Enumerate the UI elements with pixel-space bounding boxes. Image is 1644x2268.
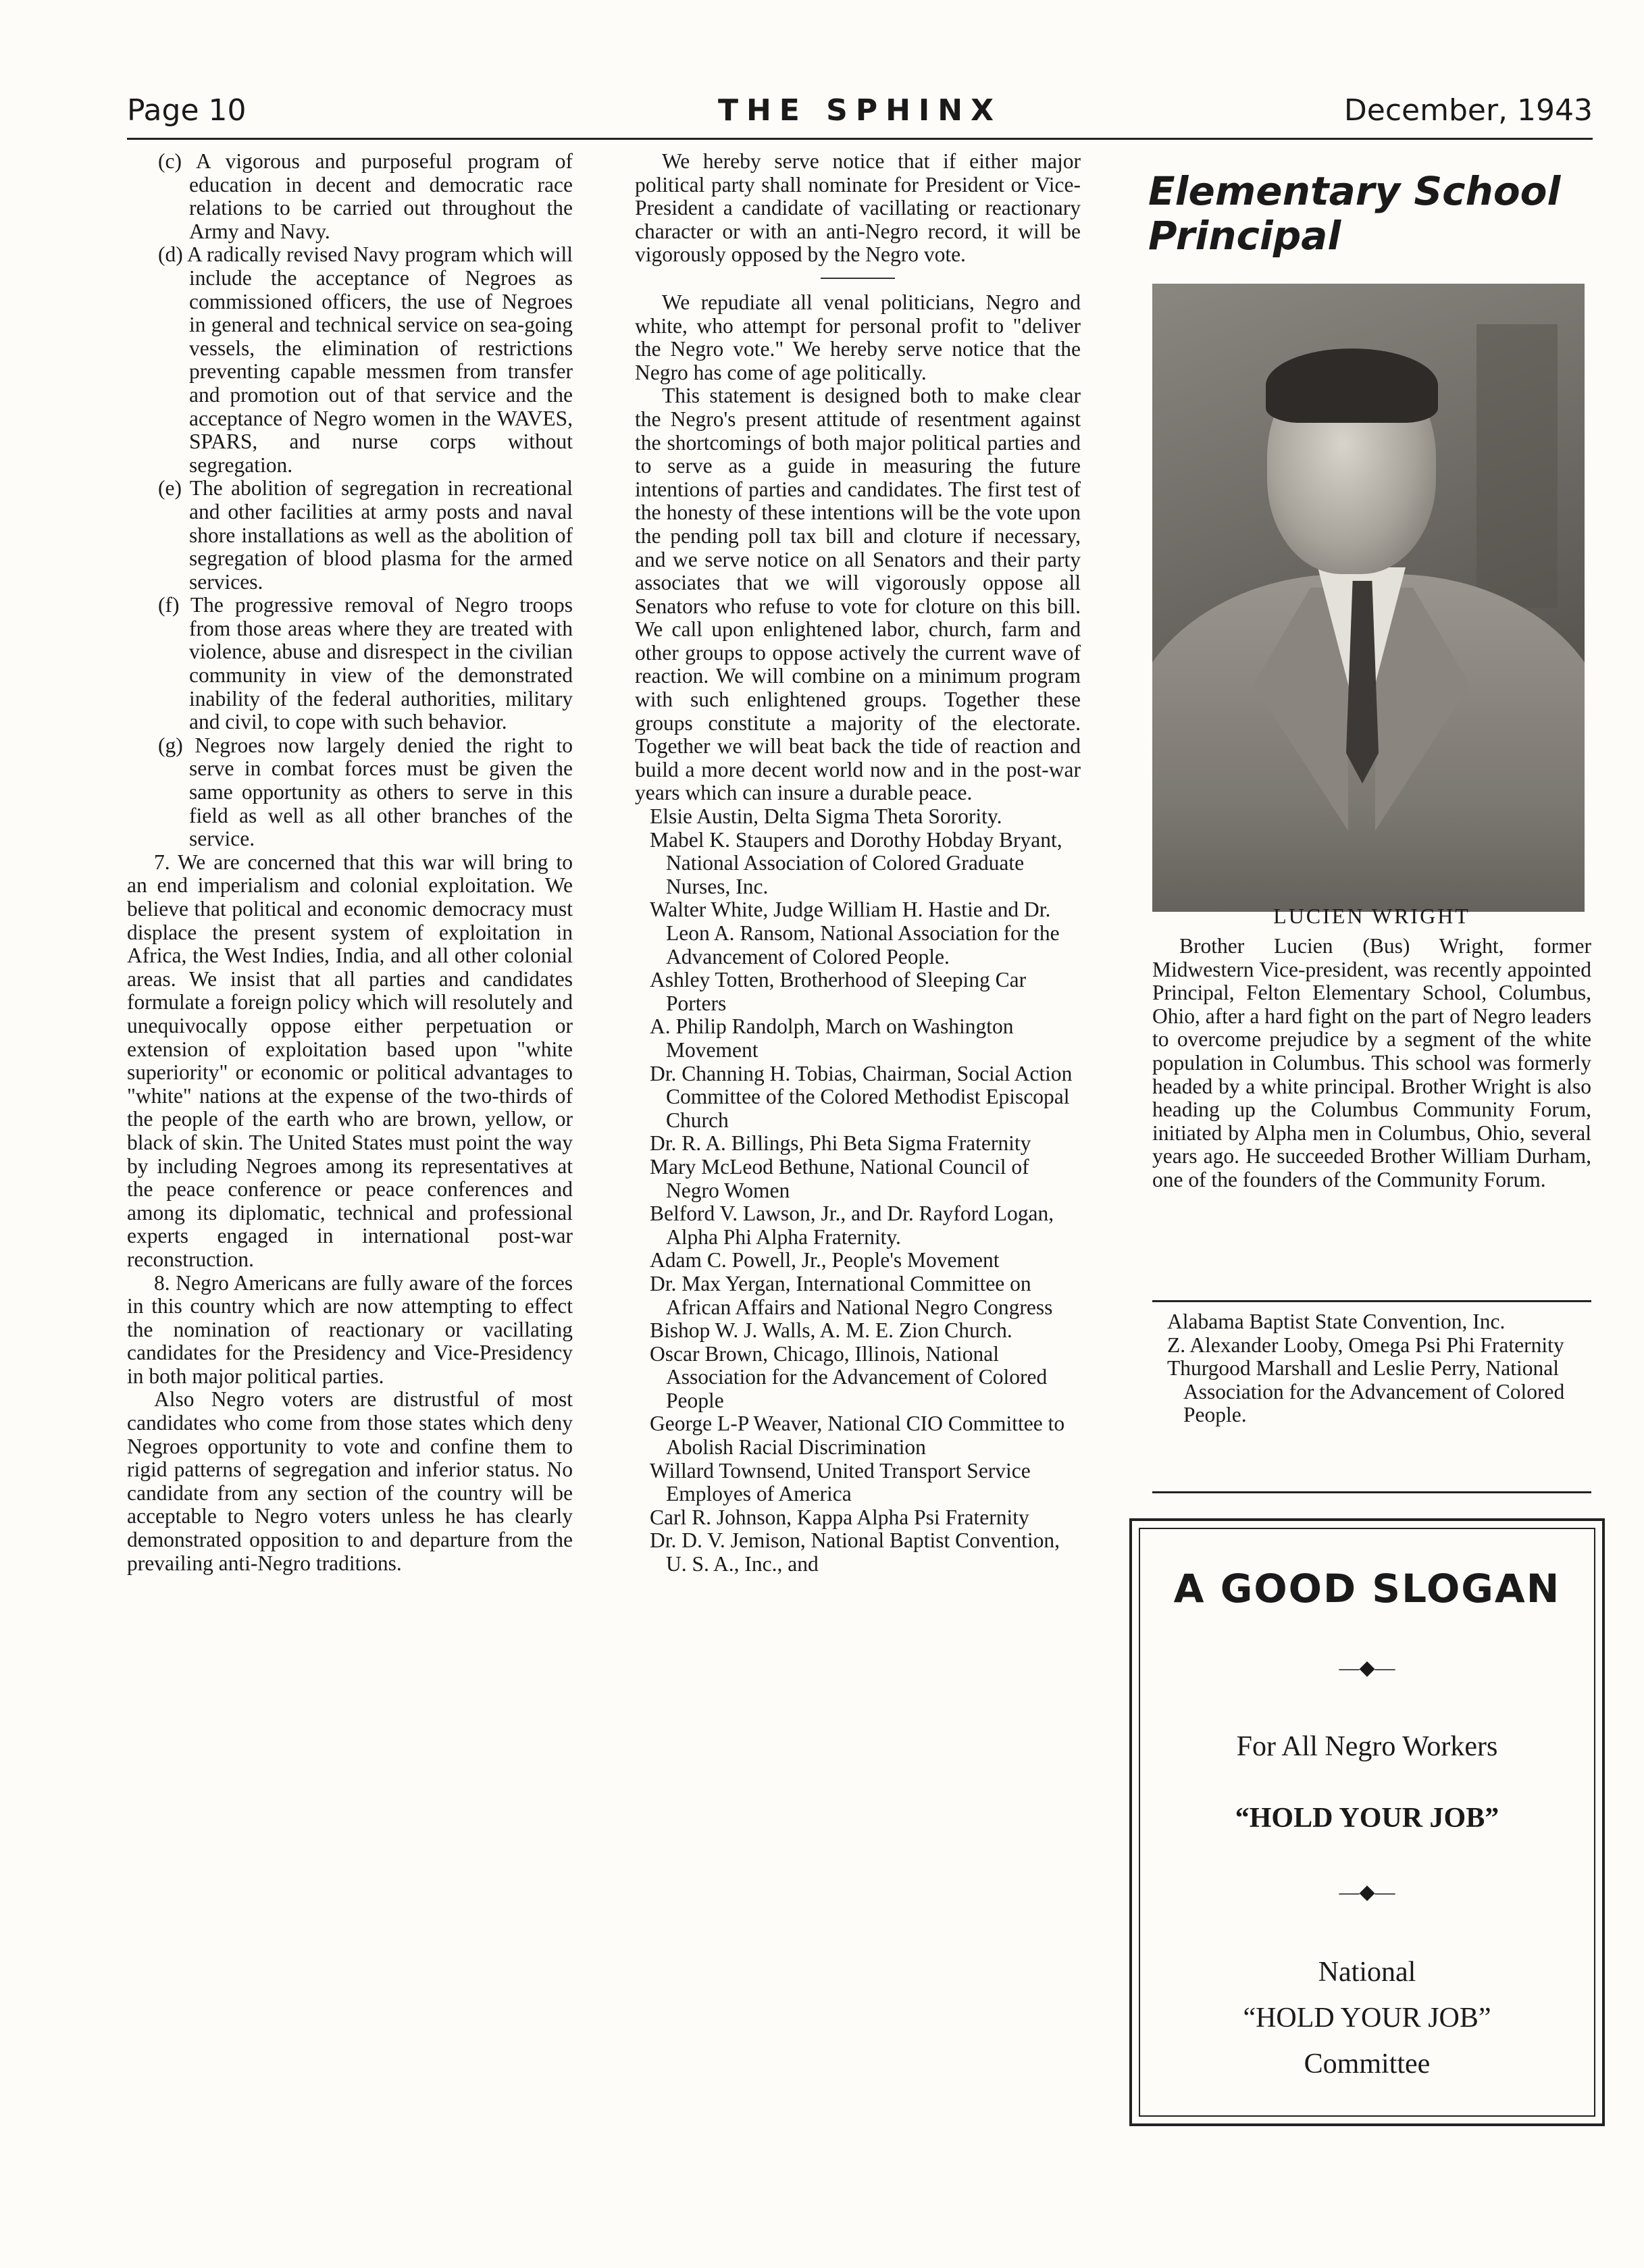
sidebar-headline: Elementary School Principal — [1148, 168, 1561, 259]
list-item: (g) Negroes now largely denied the right to serve in combat forces must be given the same opportunity as others to serve in this field as well as all other branches of the service. — [158, 733, 573, 851]
ad-line: National — [1318, 1957, 1416, 1988]
list-item: (f) The progressive removal of Negro troops from those areas where they are treated with violence, abuse and disrespect in the civilian community in view of the demonstrated inability of the federal authorities, military and civil, to cope with such behavior. — [158, 593, 573, 734]
sidebar-rule — [1152, 1491, 1591, 1493]
signatory: Dr. D. V. Jemison, National Baptist Convention, U. S. A., Inc., and — [650, 1528, 1060, 1576]
signatory: Walter White, Judge William H. Hastie and Dr. Leon A. Ransom, National Association for the Advancement of Colored People. — [650, 898, 1060, 969]
column-middle — [635, 150, 1081, 1576]
signatory: Mary McLeod Bethune, National Council of Negro Women — [650, 1154, 1029, 1202]
list-item: (d) A radically revised Navy program which will include the acceptance of Negroes as commissioned officers, the use of Negroes in general and technical service on sea-going vessels, the elimination of restrictions preventing capable messmen from transfer and promotion out of that service and the acceptance of Negro women in the WAVES, SPARS, and nurse corps without segregation. — [158, 242, 573, 477]
ad-line: For All Negro Workers — [1236, 1731, 1498, 1762]
divider — [821, 278, 895, 279]
paragraph: 7. We are concerned that this war will bring to an end imperialism and colonial exploitation. We believe that political and economic democracy must displace the present system of exploitation in Africa, the West Indies, India, and all other colonial areas. We insist that all parties and candidates formulate a foreign policy which will resolutely and unequivocally oppose either perpetuation or extension of exploitation based upon "white superiority" or economic or political advantages to "white" nations at the expense of the two-thirds of the people of the earth who are brown, yellow, or black of skin. The United States must point the way by including Negroes among its representatives at the peace conference or peace conferences and among its diplomatic, technical and professional experts engaged in international post-war reconstruction. — [127, 850, 573, 1271]
signatory: Willard Townsend, United Transport Service Employes of America — [650, 1458, 1031, 1506]
signatory: Oscar Brown, Chicago, Illinois, National Association for the Advancement of Colored People — [650, 1341, 1048, 1412]
signatory: Bishop W. J. Walls, A. M. E. Zion Church. — [650, 1318, 1012, 1343]
signatory: Ashley Totten, Brotherhood of Sleeping Car Porters — [650, 968, 1027, 1015]
sidebar-rule — [1152, 1300, 1591, 1302]
issue-date: December, 1943 — [1343, 93, 1593, 128]
signatory: Elsie Austin, Delta Sigma Theta Sorority. — [650, 804, 1002, 829]
signatory-list — [635, 805, 1081, 1576]
signatory: Dr. Max Yergan, International Committee on African Affairs and National Negro Congress — [650, 1271, 1053, 1319]
signatory: Z. Alexander Looby, Omega Psi Phi Fraternity — [1167, 1333, 1564, 1357]
signatory: Alabama Baptist State Convention, Inc. — [1167, 1310, 1506, 1333]
signatory: A. Philip Randolph, March on Washington Movement — [650, 1014, 1014, 1062]
photo-hair — [1266, 349, 1438, 423]
paragraph: Also Negro voters are distrustful of most candidates who come from those states which deny Negroes opportunity to vote and confine them to rigid patterns of segregation and inferior status. No candidate from any section of the country will be acceptable to Negro voters unless he has clearly demonstrated opposition to and departure from the prevailing anti-Negro traditions. — [127, 1387, 573, 1575]
ad-line: Committee — [1304, 2048, 1431, 2080]
sidebar-signatories — [1152, 1310, 1591, 1427]
paragraph: We repudiate all venal politicians, Negro and white, who attempt for personal profit to "deliver the Negro vote." We hereby serve notice that the Negro has come of age politically. — [635, 290, 1081, 384]
bio-column — [1152, 935, 1591, 1192]
page-header — [127, 93, 1593, 135]
ad-title: A GOOD SLOGAN — [1173, 1566, 1561, 1612]
ad-slogan: “HOLD YOUR JOB” — [1235, 1803, 1499, 1834]
paragraph: 8. Negro Americans are fully aware of the forces in this country which are now attempting to effect the nomination of reactionary or vacillating candidates for the Presidency and Vice-Presidency in both major political parties. — [127, 1270, 573, 1388]
header-rule — [127, 138, 1593, 140]
masthead-title: THE SPHINX — [717, 93, 1002, 128]
ornament-icon: —◆— — [1339, 1881, 1395, 1903]
page-number: Page 10 — [127, 93, 247, 128]
signatory: Carl R. Johnson, Kappa Alpha Psi Fraternity — [650, 1505, 1029, 1529]
signatory: Mabel K. Staupers and Dorothy Hobday Bryant, National Association of Colored Graduate Nurses, Inc. — [650, 827, 1062, 898]
signatory: Adam C. Powell, Jr., People's Movement — [650, 1248, 1000, 1272]
signatory: Thurgood Marshall and Leslie Perry, National Association for the Advancement of Colored People. — [1167, 1356, 1565, 1427]
column-left — [127, 150, 573, 1575]
signatory: Dr. R. A. Billings, Phi Beta Sigma Fraternity — [650, 1131, 1031, 1156]
ornament-icon: —◆— — [1339, 1657, 1395, 1679]
photo-background — [1476, 324, 1558, 608]
ad-inner-border — [1139, 1528, 1595, 2117]
paragraph: We hereby serve notice that if either major political party shall nominate for President or Vice-President a candidate of vacillating or reactionary character or with an anti-Negro record, it will be vigorously opposed by the Negro vote. — [635, 149, 1081, 267]
list-item: (e) The abolition of segregation in recreational and other facilities at army posts and naval shore installations as well as the abolition of segregation of blood plasma for the armed services. — [158, 476, 573, 594]
slogan-advertisement — [1129, 1518, 1605, 2126]
portrait-photo — [1152, 284, 1585, 912]
signatory: George L-P Weaver, National CIO Committee to Abolish Racial Discrimination — [650, 1412, 1065, 1460]
signatory: Belford V. Lawson, Jr., and Dr. Rayford Logan, Alpha Phi Alpha Fraternity. — [650, 1202, 1054, 1249]
bio-paragraph: Brother Lucien (Bus) Wright, former Midwestern Vice-president, was recently appointed Principal, Felton Elementary School, Columbus, Ohio, after a hard fight on the part of Negro leaders to overcome prejudice by a segment of the white population in Columbus. This school was formerly headed by a white principal. Brother Wright is also heading up the Columbus Community Forum, initiated by Alpha men in Columbus, Ohio, several years ago. He succeeded Brother William Durham, one of the founders of the Community Forum. — [1152, 934, 1591, 1191]
photo-caption: LUCIEN WRIGHT — [1273, 904, 1470, 928]
signatory: Dr. Channing H. Tobias, Chairman, Social Action Committee of the Colored Methodist Episcopal Church — [650, 1061, 1073, 1132]
paragraph: This statement is designed both to make clear the Negro's present attitude of resentment against the shortcomings of both major political parties and to serve as a guide in measuring the future intentions of parties and candidates. The first test of the honesty of these intentions will be the vote upon the pending poll tax bill and cloture if necessary, and we serve notice on all Senators and their party associates that we will vigorously oppose all Senators who refuse to vote for cloture on this bill. We call upon enlightened labor, church, farm and other groups to oppose actively the current wave of reaction. We will combine on a minimum program with such enlightened groups. Together these groups constitute a majority of the electorate. Together we will beat back the tide of reaction and build a more decent world now and in the post-war years which can insure a durable peace. — [635, 384, 1081, 805]
list-item: (c) A vigorous and purposeful program of education in decent and democratic race relations to be carried out throughout the Army and Navy. — [158, 149, 573, 243]
ad-line: “HOLD YOUR JOB” — [1243, 2003, 1491, 2034]
